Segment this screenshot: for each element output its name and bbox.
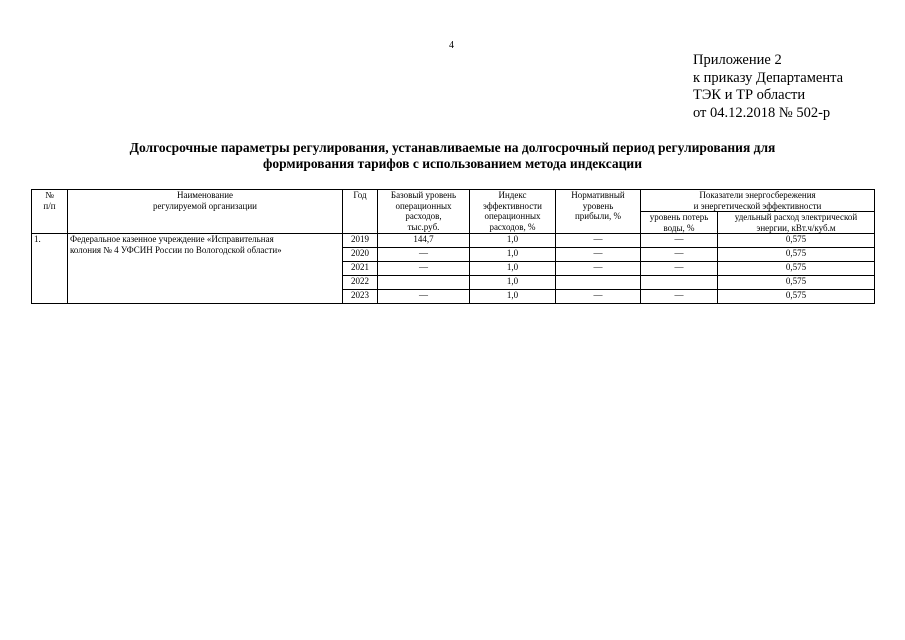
header-text: воды, % — [663, 222, 695, 233]
cell-profit: — — [556, 234, 641, 248]
header-year — [343, 190, 378, 234]
cell-base: — — [378, 262, 470, 276]
document-title — [60, 140, 845, 171]
organization-name — [68, 234, 343, 304]
header-text: и энергетической эффективности — [693, 200, 822, 211]
cell-base: — — [378, 248, 470, 262]
cell-loss: — — [641, 234, 718, 248]
header-text: п/п — [43, 200, 56, 211]
cell-loss — [641, 276, 718, 290]
cell-profit: — — [556, 290, 641, 304]
cell-index: 1,0 — [470, 290, 556, 304]
cell-base: 144,7 — [378, 234, 470, 248]
cell-loss: — — [641, 248, 718, 262]
header-water-loss — [641, 212, 718, 234]
cell-index: 1,0 — [470, 248, 556, 262]
appendix-line: ТЭК и ТР области — [693, 87, 806, 103]
header-text: Год — [353, 190, 367, 200]
page-number: 4 — [449, 40, 454, 51]
cell-index: 1,0 — [470, 234, 556, 248]
header-text: расходов, % — [489, 221, 536, 232]
organization-line: колония № 4 УФСИН России по Вологодской области» — [70, 244, 282, 255]
cell-profit — [556, 276, 641, 290]
header-text: энергии, кВт.ч/куб.м — [756, 222, 836, 233]
header-text: эффективности — [483, 200, 542, 211]
cell-consumption: 0,575 — [718, 276, 875, 290]
header-energy-consumption — [718, 212, 875, 234]
header-text: Показатели энергосбережения — [699, 190, 816, 200]
header-num — [32, 190, 68, 234]
appendix-line: Приложение 2 — [693, 52, 782, 68]
cell-year: 2020 — [343, 248, 378, 262]
cell-base: — — [378, 290, 470, 304]
header-base-level — [378, 190, 470, 234]
table-row — [32, 234, 875, 248]
cell-consumption: 0,575 — [718, 290, 875, 304]
appendix-block — [693, 52, 843, 122]
header-text: Индекс — [498, 190, 527, 200]
cell-year: 2019 — [343, 234, 378, 248]
cell-year: 2021 — [343, 262, 378, 276]
cell-loss: — — [641, 262, 718, 276]
cell-year: 2022 — [343, 276, 378, 290]
cell-loss: — — [641, 290, 718, 304]
header-text: Наименование — [176, 190, 234, 200]
header-text: регулируемой организации — [153, 200, 257, 211]
cell-year: 2023 — [343, 290, 378, 304]
header-energy-indicators — [641, 190, 875, 212]
appendix-line: к приказу Департамента — [693, 69, 844, 86]
title-line: Долгосрочные параметры регулирования, устанавливаемые на долгосрочный период регулирования для — [129, 140, 776, 155]
header-text: № — [45, 190, 54, 200]
header-text: Нормативный — [571, 190, 625, 200]
cell-consumption: 0,575 — [718, 262, 875, 276]
header-organization — [68, 190, 343, 234]
cell-consumption: 0,575 — [718, 248, 875, 262]
header-text: прибыли, % — [574, 211, 622, 221]
header-profit-level — [556, 190, 641, 234]
parameters-table — [31, 189, 875, 304]
cell-index: 1,0 — [470, 276, 556, 290]
header-text: операционных — [484, 211, 541, 221]
header-text: расходов, — [405, 211, 442, 221]
header-text: Базовый уровень — [390, 190, 457, 200]
cell-profit: — — [556, 262, 641, 276]
cell-base — [378, 276, 470, 290]
organization-line: Федеральное казенное учреждение «Исправительная — [70, 234, 274, 244]
row-number: 1. — [32, 234, 68, 304]
header-text: уровень — [582, 200, 614, 211]
cell-index: 1,0 — [470, 262, 556, 276]
cell-profit: — — [556, 248, 641, 262]
header-text: удельный расход электрической — [734, 212, 858, 222]
title-line: формирования тарифов с использованием метода индексации — [263, 155, 642, 171]
header-text: операционных — [395, 200, 452, 211]
cell-consumption: 0,575 — [718, 234, 875, 248]
appendix-line: от 04.12.2018 № 502-р — [693, 104, 831, 121]
header-text: тыс.руб. — [407, 221, 440, 232]
header-efficiency-index — [470, 190, 556, 234]
header-text: уровень потерь — [649, 212, 709, 222]
